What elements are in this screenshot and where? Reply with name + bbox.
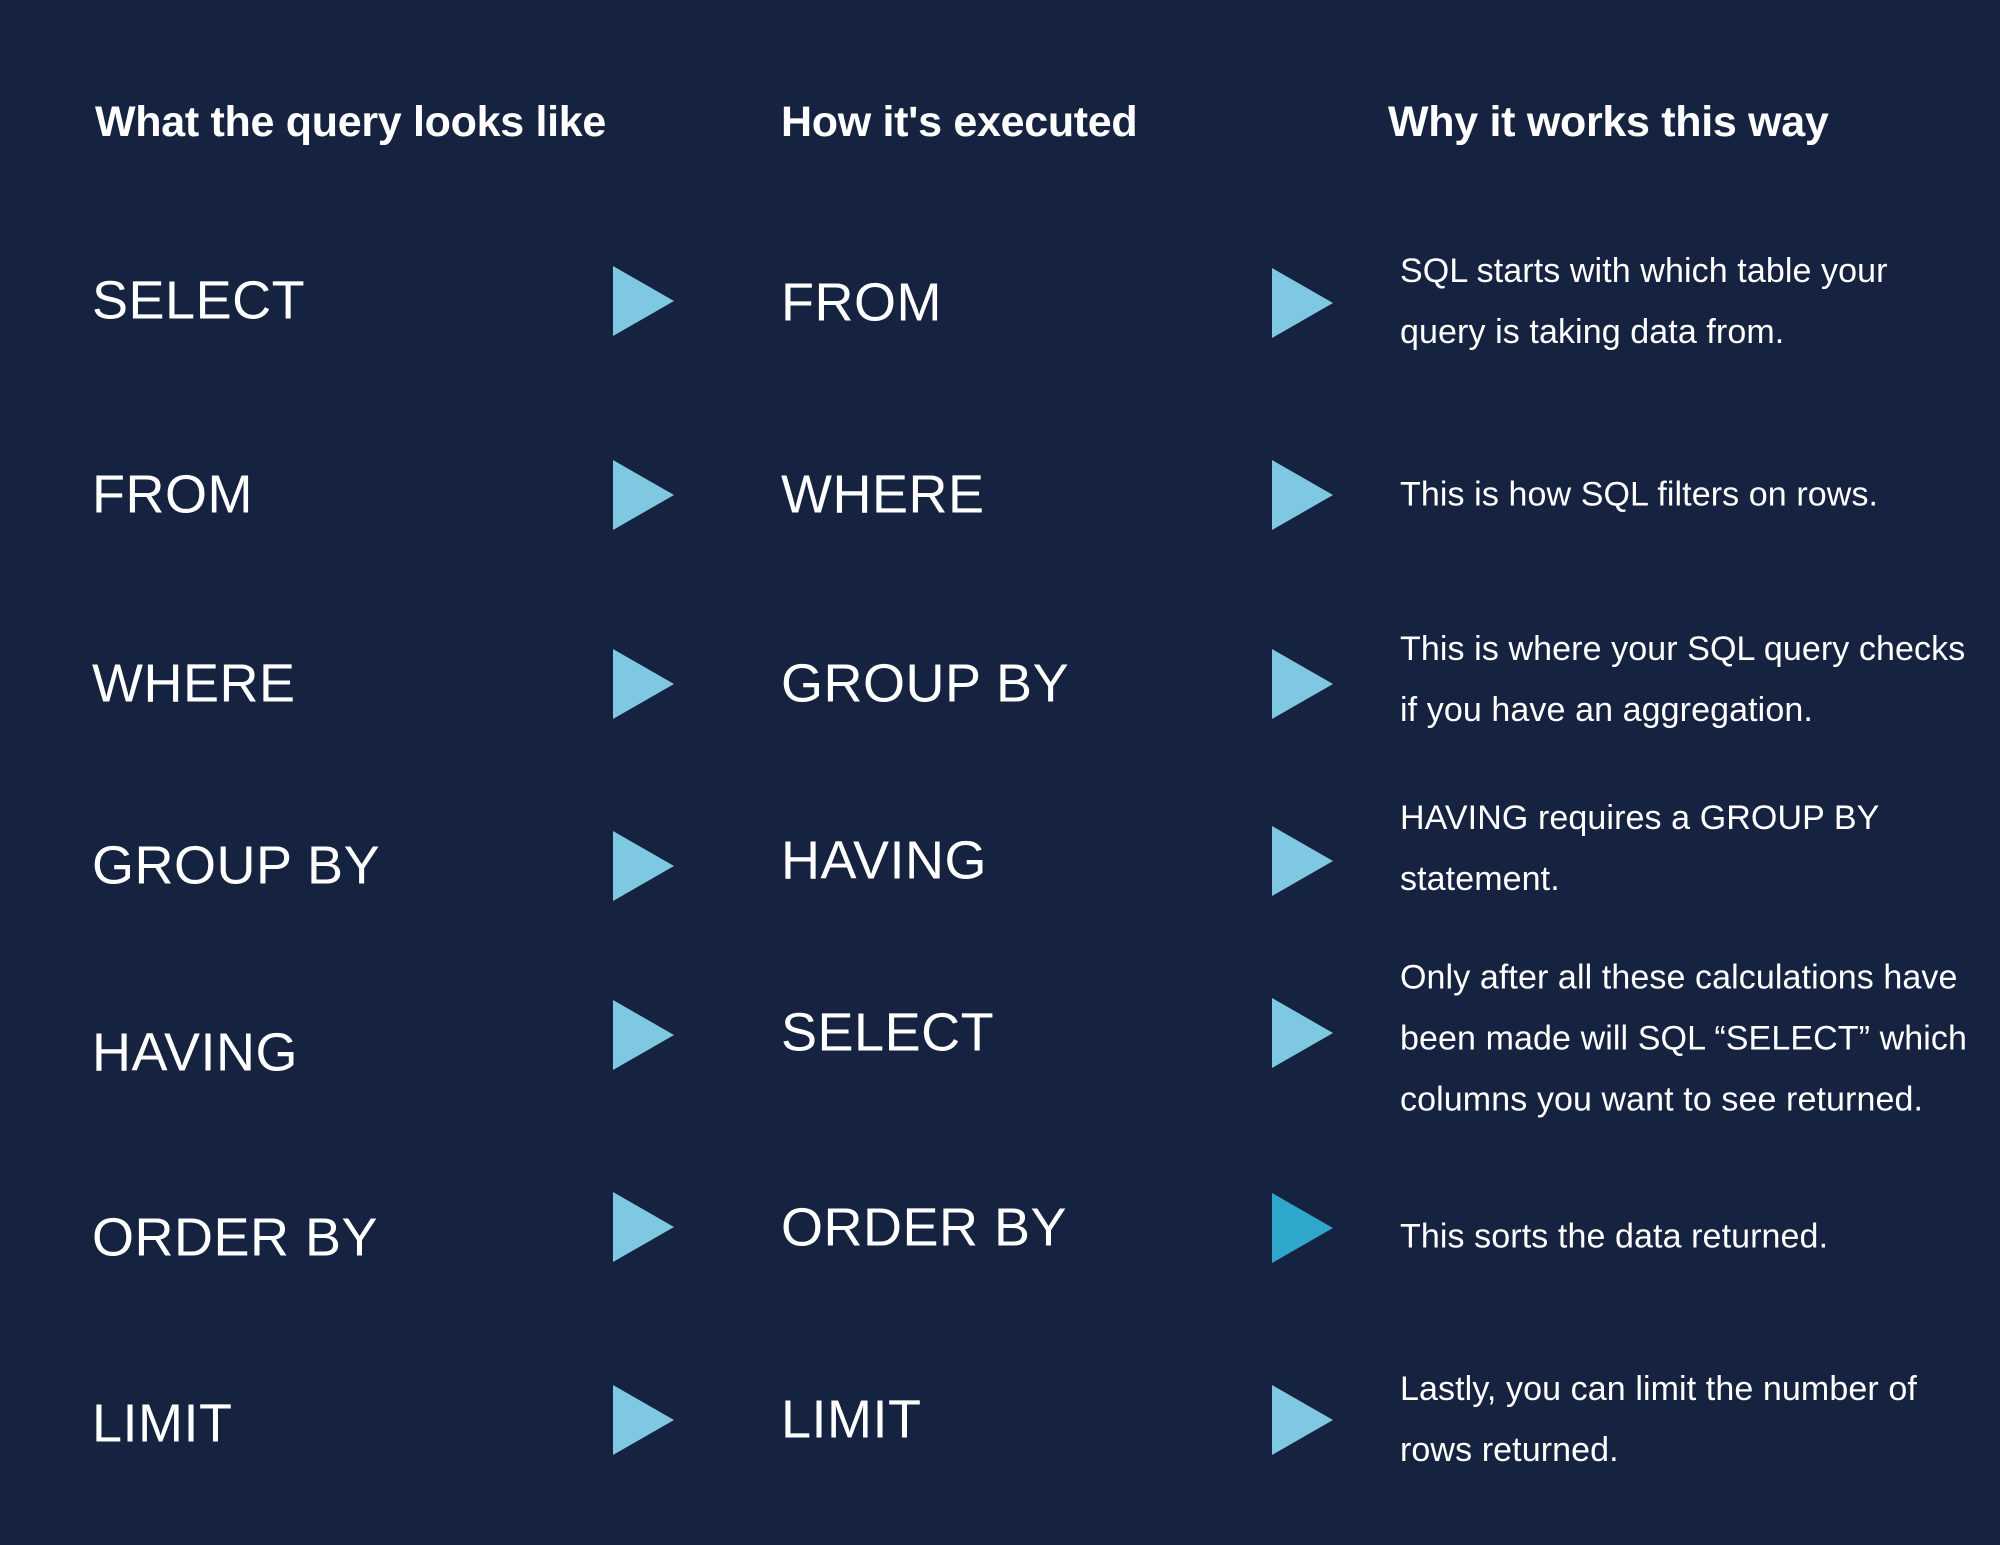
execution-clause: SELECT	[781, 1002, 995, 1063]
execution-clause: ORDER BY	[781, 1197, 1068, 1258]
query-clause: HAVING	[92, 1022, 299, 1083]
query-clause: WHERE	[92, 653, 296, 714]
play-arrow-icon	[613, 460, 674, 530]
explanation-text: Lastly, you can limit the number of rows returned.	[1400, 1370, 1917, 1469]
query-clause: ORDER BY	[92, 1207, 379, 1268]
query-clause: GROUP BY	[92, 835, 381, 896]
play-arrow-icon	[613, 1385, 674, 1455]
explanation-text: SQL starts with which table your query is taking data from.	[1400, 252, 1888, 351]
query-clause: FROM	[92, 464, 253, 525]
play-arrow-icon	[613, 831, 674, 901]
play-arrow-icon	[613, 649, 674, 719]
play-arrow-icon	[1272, 1193, 1333, 1263]
header-query: What the query looks like	[95, 98, 606, 146]
header-why: Why it works this way	[1388, 98, 1829, 146]
play-arrow-icon	[613, 266, 674, 336]
explanation-text: Only after all these calculations have been made will SQL “SELECT” which columns you want to see returned.	[1400, 958, 1968, 1119]
execution-clause: FROM	[781, 272, 942, 333]
explanation-text: This sorts the data returned.	[1400, 1217, 1829, 1256]
explanation-text: This is how SQL filters on rows.	[1400, 475, 1879, 514]
play-arrow-icon	[1272, 998, 1333, 1068]
play-arrow-icon	[613, 1192, 674, 1262]
play-arrow-icon	[1272, 826, 1333, 896]
execution-clause: GROUP BY	[781, 653, 1070, 714]
play-arrow-icon	[1272, 460, 1333, 530]
header-execution: How it's executed	[781, 98, 1138, 146]
explanation-text: HAVING requires a GROUP BY statement.	[1400, 799, 1879, 898]
play-arrow-icon	[1272, 649, 1333, 719]
execution-clause: LIMIT	[781, 1389, 922, 1450]
execution-clause: HAVING	[781, 830, 988, 891]
play-arrow-icon	[1272, 1385, 1333, 1455]
explanation-text: This is where your SQL query checks if you have an aggregation.	[1400, 630, 1966, 729]
execution-clause: WHERE	[781, 464, 985, 525]
play-arrow-icon	[1272, 268, 1333, 338]
query-clause: SELECT	[92, 270, 306, 331]
query-clause: LIMIT	[92, 1393, 233, 1454]
play-arrow-icon	[613, 1000, 674, 1070]
